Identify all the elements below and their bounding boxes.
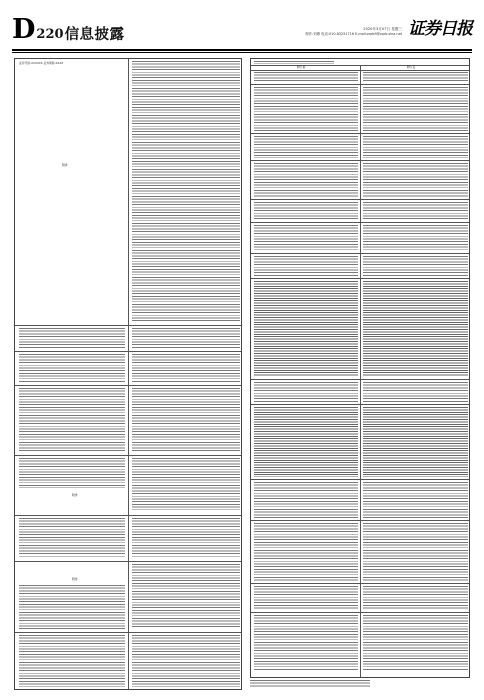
row-divider	[251, 520, 470, 521]
header-info	[290, 27, 402, 37]
text-block	[254, 615, 358, 671]
text-block	[254, 61, 334, 64]
text-block	[254, 523, 358, 581]
row-divider	[251, 278, 470, 279]
row-divider	[15, 455, 242, 456]
text-block	[132, 388, 240, 452]
editor-contact: 制作:刘珊 电话:010-83251716 E-mail:zqrb9@zqrb.sina.net	[305, 32, 402, 36]
text-block	[132, 635, 240, 687]
text-block	[363, 202, 468, 220]
row-divider	[251, 70, 470, 71]
text-block	[363, 523, 468, 581]
row-divider	[251, 479, 470, 480]
column-header-after: 修订后	[407, 65, 416, 69]
column-divider	[360, 65, 361, 678]
announcement-table-left	[14, 58, 242, 690]
text-block	[254, 225, 358, 251]
text-block	[254, 482, 358, 518]
row-divider	[251, 583, 470, 584]
text-block	[254, 407, 358, 477]
text-block	[19, 585, 125, 629]
page-number: 220	[36, 27, 64, 42]
row-divider	[251, 612, 470, 613]
row-divider	[251, 253, 470, 254]
text-block	[254, 202, 358, 220]
row-divider	[15, 632, 242, 633]
text-block	[363, 407, 468, 477]
text-block	[363, 281, 468, 377]
text-block	[254, 281, 358, 377]
text-block	[254, 256, 358, 276]
page-letter: D	[12, 14, 36, 45]
text-block	[363, 225, 468, 251]
text-block	[254, 163, 358, 197]
text-block	[132, 458, 240, 512]
text-block	[363, 72, 468, 82]
text-block	[363, 586, 468, 610]
footnote-text	[250, 680, 370, 688]
text-block	[363, 256, 468, 276]
text-block	[254, 586, 358, 610]
text-block	[132, 354, 240, 382]
text-block	[19, 328, 125, 348]
column-header-before: 修订前	[297, 65, 306, 69]
row-divider	[15, 385, 242, 386]
appendix-label-1: 附件	[62, 163, 69, 167]
header-rule-thin	[12, 52, 472, 53]
text-block	[363, 482, 468, 518]
newspaper-logo: 证券日报	[408, 19, 472, 39]
issue-date: 2020年3月07日 星期三	[363, 27, 402, 31]
text-block	[363, 136, 468, 158]
row-divider	[251, 222, 470, 223]
text-block	[132, 61, 240, 323]
appendix-label-3: 附件	[72, 577, 79, 581]
text-block	[363, 382, 468, 402]
text-block	[254, 72, 358, 82]
text-block	[19, 388, 125, 452]
text-block	[132, 564, 240, 629]
text-block	[19, 354, 125, 382]
column-divider	[128, 59, 129, 690]
section-title: 信息披露	[64, 26, 125, 43]
row-divider	[251, 379, 470, 380]
text-block	[19, 518, 125, 558]
text-block	[254, 87, 358, 131]
text-block	[132, 518, 240, 558]
row-divider	[251, 404, 470, 405]
announcement-table-right	[250, 58, 470, 678]
row-divider	[15, 351, 242, 352]
row-divider	[251, 199, 470, 200]
text-block	[363, 615, 468, 671]
text-block	[363, 87, 468, 131]
row-divider	[15, 561, 242, 562]
text-block	[19, 635, 125, 687]
text-block	[19, 458, 125, 488]
row-divider	[15, 325, 242, 326]
row-divider	[251, 84, 470, 85]
row-divider	[251, 160, 470, 161]
appendix-label-2: 附件	[72, 493, 79, 497]
row-divider	[251, 65, 470, 66]
text-block	[363, 163, 468, 197]
row-divider	[251, 133, 470, 134]
page-header	[12, 14, 472, 49]
page-masthead	[12, 14, 125, 45]
header-rule-thick	[12, 49, 472, 51]
announcement-title: 证券代码:XXXXXX 证券简称:XXXX	[19, 61, 64, 65]
text-block	[254, 382, 358, 402]
row-divider	[15, 515, 242, 516]
text-block	[254, 136, 358, 158]
text-block	[132, 328, 240, 348]
